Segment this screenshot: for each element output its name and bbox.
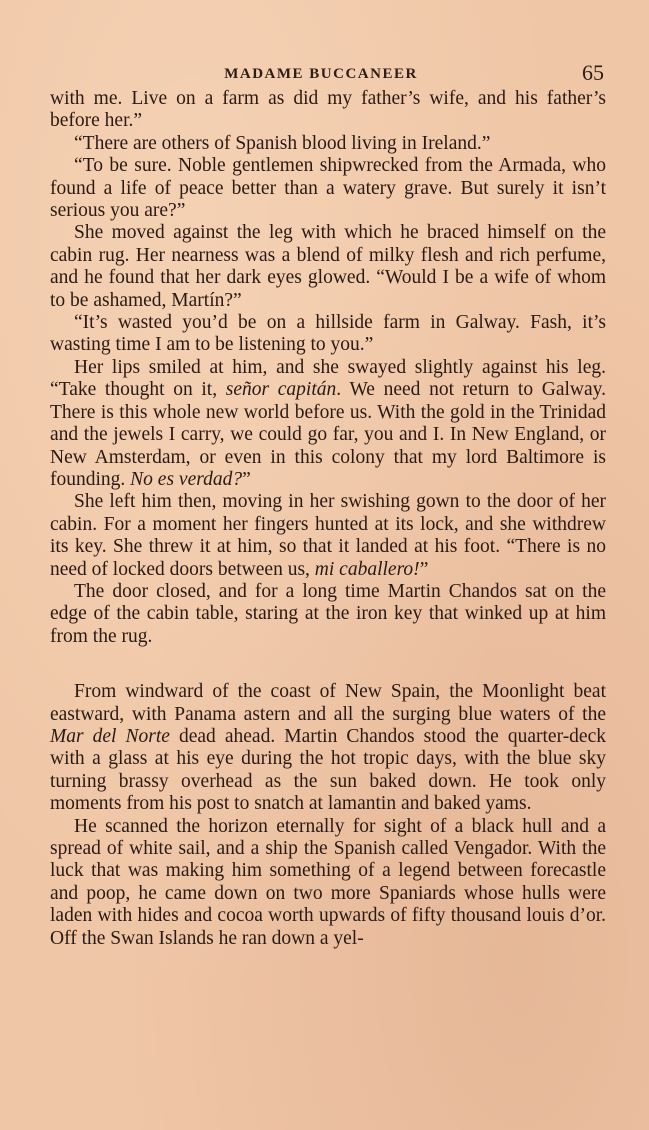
text-segment: She left him then, moving in her swishing gown to the door of her cabin. For a moment her fingers hunted at its lock, and she withdrew its key. She threw it at him, so that it landed at his foot. “There is no need of locked doors between us, [50, 491, 606, 580]
text-segment: Her lips smiled at him, and she swayed slightly against his leg. “Take thought on it, [50, 356, 606, 401]
paragraph [50, 681, 606, 815]
text-segment: “To be sure. Noble gentlemen shipwrecked from the Armada, who found a life of peace better than a watery grave. But surely it isn’t serious you are?” [50, 155, 606, 222]
page-number: 65 [582, 60, 604, 85]
text-segment: ” [242, 468, 251, 490]
paragraph [50, 155, 606, 222]
text-segment: “There are others of Spanish blood living in Ireland.” [74, 132, 491, 154]
text-segment: with me. Live on a farm as did my father’s wife, and his father’s before her.” [50, 88, 606, 132]
paragraph [50, 312, 606, 357]
paragraph [50, 88, 606, 133]
body-text [50, 88, 606, 950]
text-segment: The door closed, and for a long time Martin Chandos sat on the edge of the cabin table, staring at the iron key that winked up at him from the rug. [50, 580, 606, 647]
text-segment: She moved against the leg with which he braced himself on the cabin rug. Her nearness was a blend of milky flesh and rich perfume, and he found that her dark eyes glowed. “Would I be a wife of whom to be ashamed, Martín?” [50, 222, 606, 311]
italic-text: No es verdad? [130, 468, 243, 490]
italic-text: señor capitán [225, 379, 337, 401]
text-segment: ” [419, 558, 429, 580]
paragraph [50, 491, 606, 581]
text-segment: “It’s wasted you’d be on a hillside farm in Galway. Fash, it’s wasting time I am to be listening to you.” [50, 312, 606, 356]
paragraph [50, 816, 606, 950]
italic-text: Mar del Norte [50, 725, 170, 747]
italic-text: mi caballero! [314, 558, 420, 580]
running-head [40, 62, 602, 88]
text-segment: He scanned the horizon eternally for sight of a black hull and a spread of white sail, and a ship the Spanish called Vengador. With the luck that was making him something of a legend between forecastle and poop, he came down on two more Spaniards whose hulls were laden with hides and cocoa worth upwards of fifty thousand louis d’or. Off the Swan Islands he ran down a yel- [50, 815, 606, 949]
paragraph [50, 357, 606, 491]
paragraph [50, 581, 606, 648]
paragraph [50, 222, 606, 312]
running-title: MADAME BUCCANEER [224, 66, 418, 82]
text-segment: dead ahead. Martin Chandos stood the quarter-deck with a glass at his eye during the hot tropic days, with the blue sky turning brassy overhead as the sun baked down. He took only moments from his post to snatch at lamantin and baked yams. [50, 725, 606, 815]
text-segment: . We need not return to Galway. There is this whole new world before us. With the gold in the Trinidad and the jewels I carry, we could go far, you and I. In New England, or New Amsterdam, or even in this colony that my lord Baltimore is founding. [50, 379, 607, 490]
paragraph [50, 133, 606, 155]
text-segment: From windward of the coast of New Spain, the Moonlight beat eastward, with Panama astern and all the surging blue waters of the [50, 681, 606, 725]
